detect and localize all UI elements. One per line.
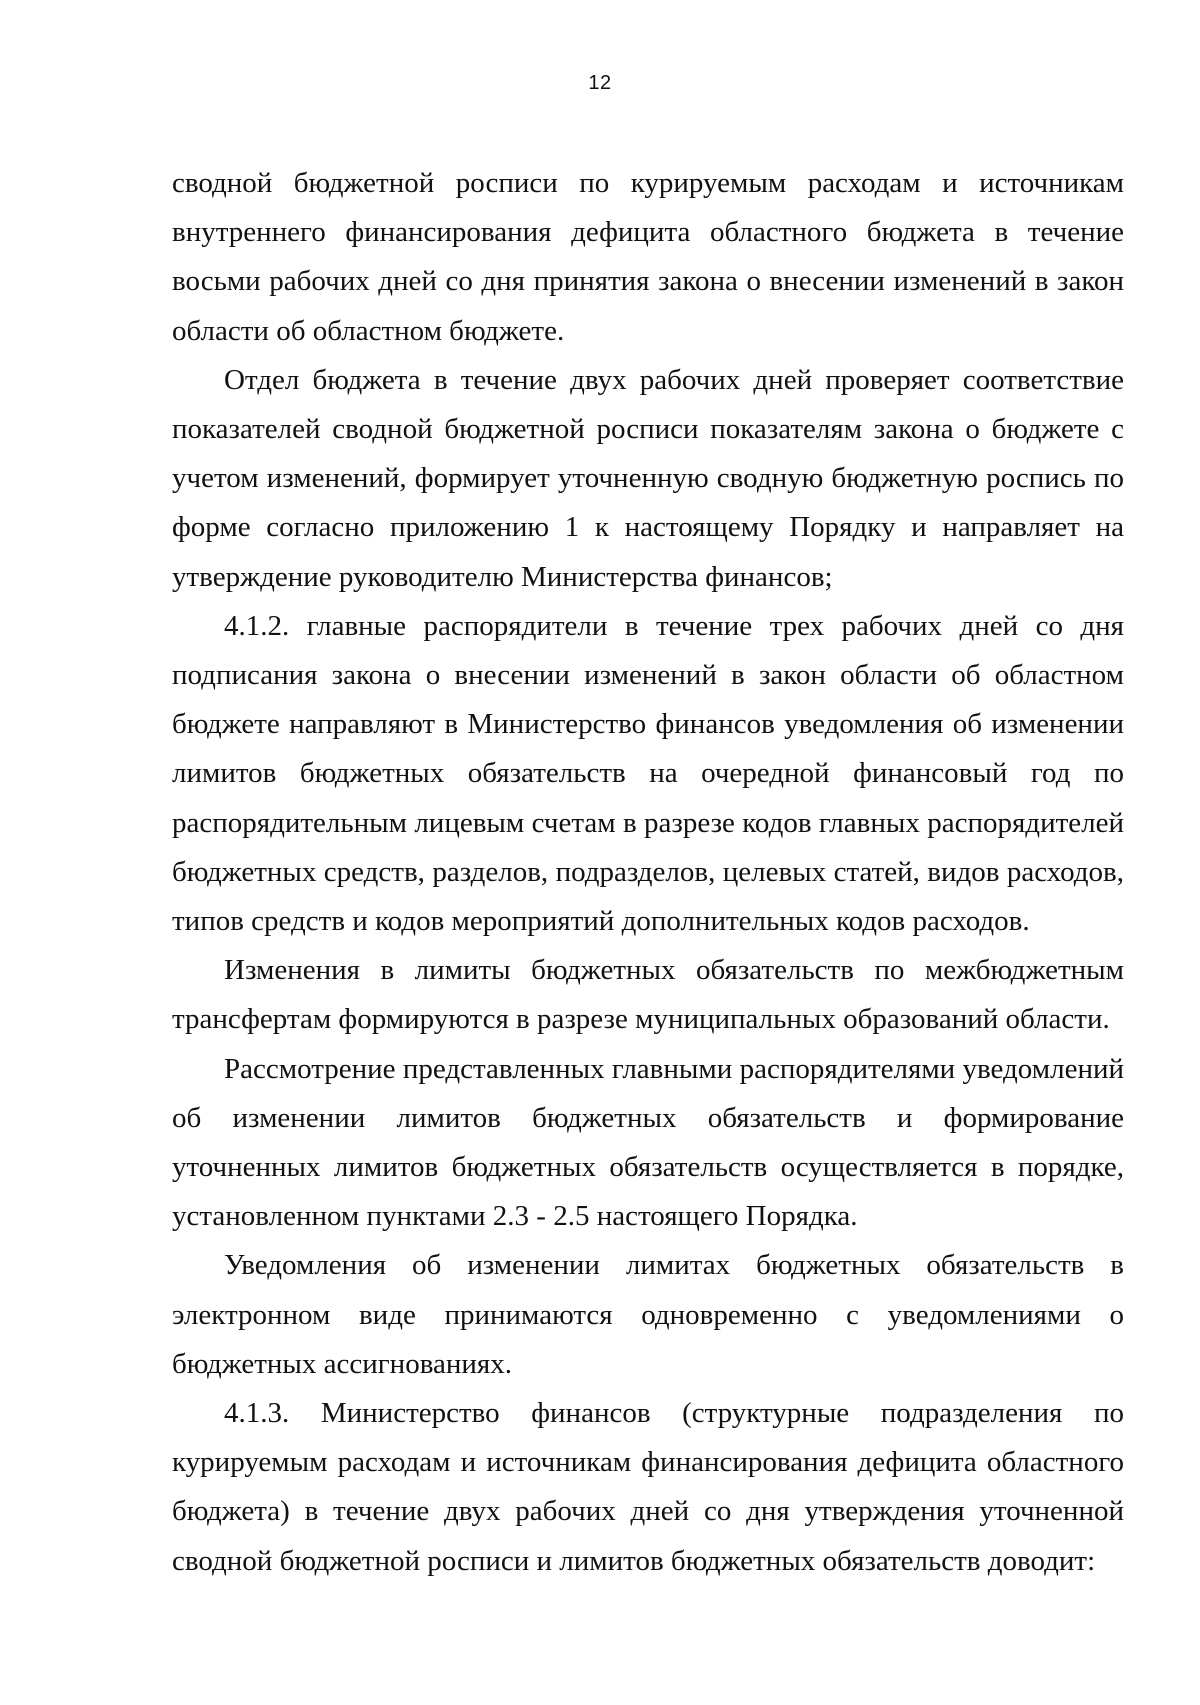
paragraph-review-notifications: Рассмотрение представленных главными распорядителями уведомлений об изменении лимитов бюджетных обязательств и формирование уточненных лимитов бюджетных обязательств осуществляется в порядке, установленном пунктами 2.3 - 2.5 настоящего Порядка. [172, 1052, 1124, 1233]
document-body [172, 159, 1124, 1586]
paragraph-budget-department-check: Отдел бюджета в течение двух рабочих дней проверяет соответствие показателей сводной бюджетной росписи показателям закона о бюджете с учетом изменений, формирует уточненную сводную бюджетную роспись по форме согласно приложению 1 к настоящему Порядку и направляет на утверждение руководителю Министерства финансов; [172, 363, 1124, 593]
paragraph-clause-4-1-3: 4.1.3. Министерство финансов (структурные подразделения по курируемым расходам и источникам финансирования дефицита областного бюджета) в течение двух рабочих дней со дня утверждения уточненной сводной бюджетной росписи и лимитов бюджетных обязательств доводит: [172, 1397, 1124, 1577]
page-number: 12 [588, 72, 612, 94]
paragraph-interbudget-transfers: Изменения в лимиты бюджетных обязательств по межбюджетным трансфертам формируются в разрезе муниципальных образований области. [172, 954, 1124, 1036]
paragraph-clause-4-1-2: 4.1.2. главные распорядители в течение трех рабочих дней со дня подписания закона о внесении изменений в закон области об областном бюджете направляют в Министерство финансов уведомления об изменении лимитов бюджетных обязательств на очередной финансовый год по распорядительным лицевым счетам в разрезе кодов главных распорядителей бюджетных средств, разделов, подразделов, целевых статей, видов расходов, типов средств и кодов мероприятий дополнительных кодов расходов. [172, 609, 1124, 938]
paragraph-electronic-notifications: Уведомления об изменении лимитах бюджетных обязательств в электронном виде принимаются одновременно с уведомлениями о бюджетных ассигнованиях. [172, 1249, 1124, 1380]
paragraph-continuation: сводной бюджетной росписи по курируемым расходам и источникам внутреннего финансирования дефицита областного бюджета в течение восьми рабочих дней со дня принятия закона о внесении изменений в закон области об областном бюджете. [172, 167, 1124, 347]
